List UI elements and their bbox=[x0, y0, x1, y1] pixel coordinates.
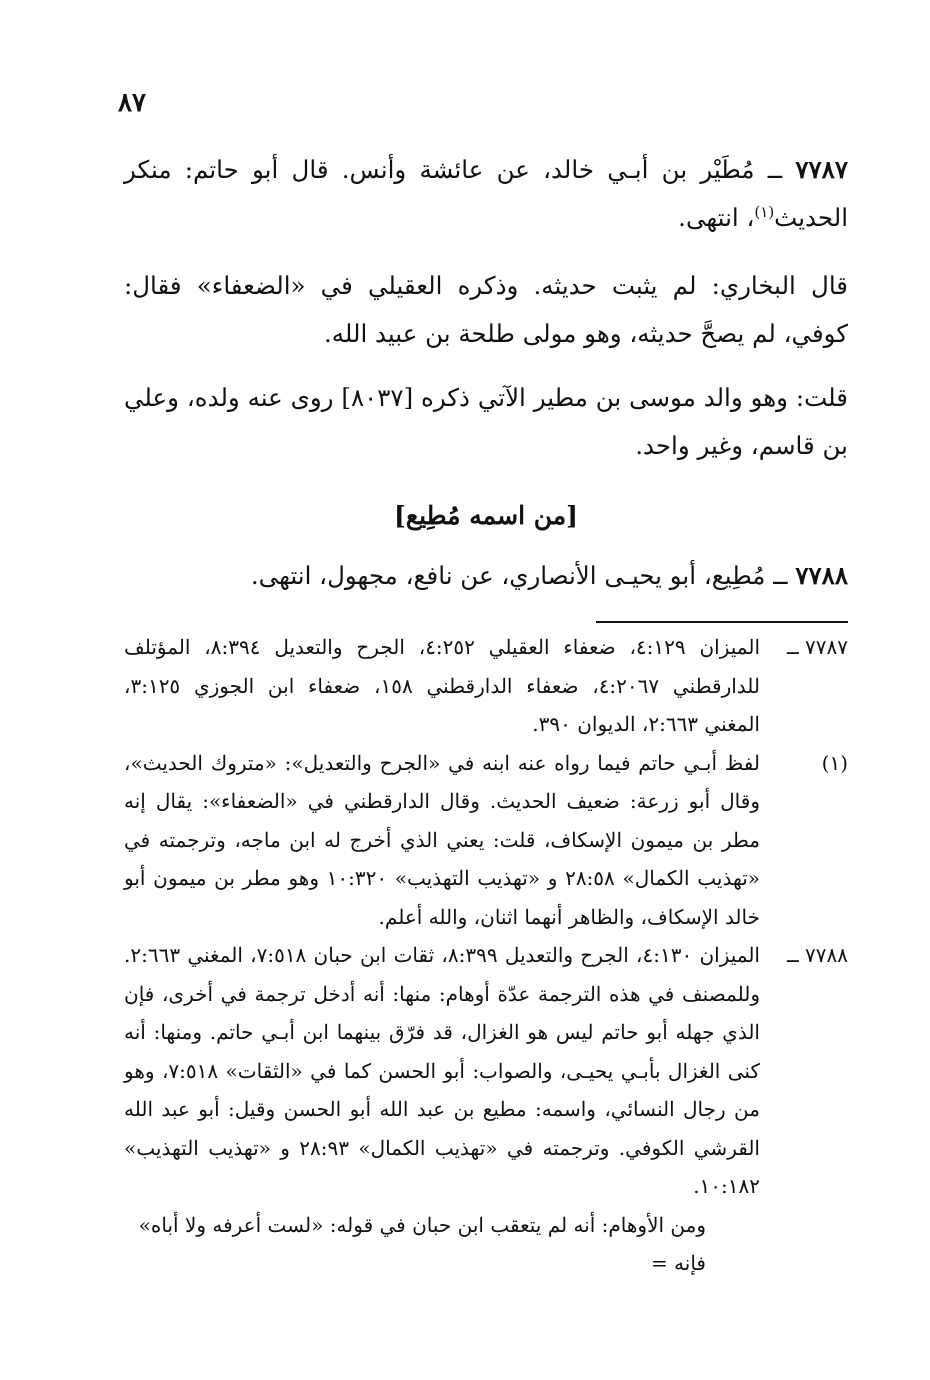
entry-7787-text bbox=[124, 146, 848, 242]
footnote-continuation: ومن الأوهام: أنه لم يتعقب ابن حبان في قوله: «لست أعرفه ولا أباه» فإنه = bbox=[138, 1212, 706, 1275]
footnote-ref[interactable]: (١) bbox=[754, 202, 775, 221]
footnote-1 bbox=[124, 744, 848, 937]
paragraph-text: قلت: وهو والد موسى بن مطير الآتي ذكره [٨٠٣٧] روى عنه ولده، وعلي بن قاسم، وغير واحد. bbox=[124, 383, 848, 460]
entry-body-end: ، انتهى. bbox=[678, 203, 755, 232]
paragraph-text: قال البخاري: لم يثبت حديثه. وذكره العقيلي في «الضعفاء» فقال: كوفي، لم يصحَّ حديثه، وهو مولى طلحة بن عبيد الله. bbox=[124, 271, 848, 348]
footnote-7788 bbox=[124, 936, 848, 1206]
entry-7788 bbox=[124, 552, 848, 600]
footnote-separator bbox=[596, 621, 848, 623]
footnote-label: ٧٧٨٨ ــ bbox=[786, 943, 848, 967]
page-number: ٨٧ bbox=[118, 88, 146, 118]
footnote-text: الميزان ٤:١٢٩، ضعفاء العقيلي ٤:٢٥٢، الجرح والتعديل ٨:٣٩٤، المؤتلف للدارقطني ٤:٢٠٦٧، ضعفاء الدارقطني ١٥٨، ضعفاء ابن الجوزي ٣:١٢٥، المغني ٢:٦٦٣، الديوان ٣٩٠. bbox=[124, 635, 761, 736]
entry-7787 bbox=[124, 146, 848, 242]
entry-number: ٧٧٨٧ bbox=[795, 155, 848, 184]
section-heading: [من اسمه مُطِيع] bbox=[394, 501, 578, 530]
paragraph-bukhari bbox=[124, 262, 848, 358]
footnote-label: ٧٧٨٧ ــ bbox=[786, 635, 848, 659]
footnote-label: (١) bbox=[821, 750, 848, 775]
entry-7788-text bbox=[124, 552, 848, 600]
footnote-text: الميزان ٤:١٣٠، الجرح والتعديل ٨:٣٩٩، ثقات ابن حبان ٧:٥١٨، المغني ٢:٦٦٣. وللمصنف في هذه الترجمة عدّة أوهام: منها: أنه أدخل ترجمة في أخرى، فإن الذي جهله أبو حاتم ليس هو الغزال، قد فرّق بينهما ابن أبـي حاتم. ومنها: أنه كنى الغزال بأبـي يحيـى، والصواب: أبو الحسن كما في «الثقات» ٧:٥١٨، وهو من رجال النسائي، واسمه: مطيع بن عبد الله أبو الحسن وقيل: أبو عبد الله القرشي الكوفي. وترجمته في «تهذيب الكمال» ٢٨:٩٣ و «تهذيب التهذيب» ١٠:١٨٢. bbox=[124, 943, 760, 1198]
paragraph-qult bbox=[124, 374, 848, 470]
entry-body: ــ مُطِيع، أبو يحيـى الأنصاري، عن نافع، مجهول، انتهى. bbox=[250, 561, 788, 590]
footnote-7787 bbox=[124, 628, 848, 744]
footnotes bbox=[124, 628, 848, 1283]
entry-body: ــ مُطَيْر بن أبـي خالد، عن عائشة وأنس. قال أبو حاتم: منكر الحديث bbox=[124, 155, 848, 232]
entry-number: ٧٧٨٨ bbox=[795, 561, 848, 590]
footnote-text: لفظ أبـي حاتم فيما رواه عنه ابنه في «الجرح والتعديل»: «متروك الحديث»، وقال أبو زرعة: ضعيف الحديث. وقال الدارقطني في «الضعفاء»: يقال إنه مطر بن ميمون الإسكاف، قلت: يعني الذي أخرج له ابن ماجه، وترجمته في «تهذيب الكمال» ٢٨:٥٨ و «تهذيب التهذيب» ١٠:٣٢٠ وهو مطر بن ميمون أبو خالد الإسكاف، والظاهر أنهما اثنان، والله أعلم. bbox=[124, 750, 761, 929]
